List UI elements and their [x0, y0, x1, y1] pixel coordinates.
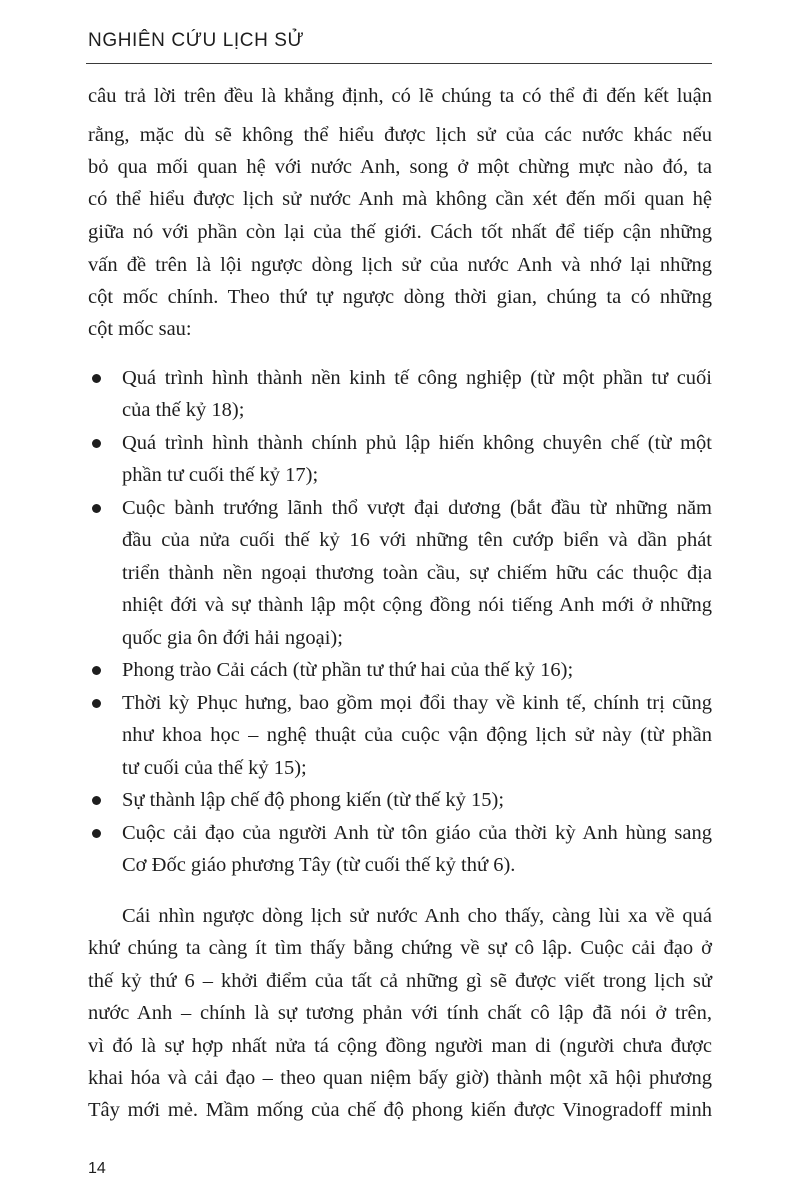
- bullet-dot: [92, 666, 101, 675]
- text-line: triển thành nền ngoại thương toàn cầu, sự chiếm hữu các thuộc địa: [122, 562, 712, 584]
- text-line: thế kỷ thứ 6 – khởi điểm của tất cả những gì sẽ được viết trong lịch sử: [88, 970, 712, 992]
- bullet-dot: [92, 796, 101, 805]
- text-line: phần tư cuối thế kỷ 17);: [122, 464, 319, 486]
- page-number: 14: [88, 1160, 106, 1177]
- text-line: như khoa học – nghệ thuật của cuộc vận động lịch sử này (từ phần: [122, 724, 712, 746]
- text-line: cột mốc chính. Theo thứ tự ngược dòng thời gian, chúng ta có những: [88, 286, 712, 308]
- text-line: Thời kỳ Phục hưng, bao gồm mọi đổi thay về kinh tế, chính trị cũng: [122, 692, 712, 714]
- text-line: Tây mới mẻ. Mầm mống của chế độ phong kiến được Vinogradoff minh: [88, 1099, 712, 1121]
- text-line: Sự thành lập chế độ phong kiến (từ thế kỷ 15);: [122, 789, 505, 811]
- text-line: Phong trào Cải cách (từ phần tư thứ hai của thế kỷ 16);: [122, 659, 574, 681]
- text-line: rằng, mặc dù sẽ không thể hiểu được lịch sử của các nước khác nếu: [88, 124, 712, 146]
- text-line: bỏ qua mối quan hệ với nước Anh, song ở một chừng mực nào đó, ta: [88, 156, 712, 178]
- text-line: khai hóa và cải đạo – theo quan niệm bấy giờ) thành một xã hội phương: [88, 1067, 712, 1089]
- text-line: Quá trình hình thành nền kinh tế công nghiệp (từ một phần tư cuối: [122, 367, 712, 389]
- bullet-dot: [92, 374, 101, 383]
- text-line: vấn đề trên là lội ngược dòng lịch sử của nước Anh và nhớ lại những: [88, 254, 712, 276]
- text-line: cột mốc sau:: [88, 318, 192, 340]
- text-line: Cơ Đốc giáo phương Tây (từ cuối thế kỷ thứ 6).: [122, 854, 516, 876]
- text-line: khứ chúng ta càng ít tìm thấy bằng chứng về sự cô lập. Cuộc cải đạo ở: [88, 937, 712, 959]
- text-line: có thể hiểu được lịch sử nước Anh mà không cần xét đến mối quan hệ: [88, 188, 712, 210]
- text-line: tư cuối của thế kỷ 15);: [122, 757, 307, 779]
- running-header: NGHIÊN CỨU LỊCH SỬ: [88, 30, 305, 51]
- text-line: Cái nhìn ngược dòng lịch sử nước Anh cho thấy, càng lùi xa về quá: [122, 905, 712, 927]
- text-line: nhiệt đới và sự thành lập một cộng đồng nói tiếng Anh mới ở những: [122, 594, 712, 616]
- text-line: nước Anh – chính là sự tương phản với tính chất cô lập đã nói ở trên,: [88, 1002, 712, 1024]
- text-line: đầu của nửa cuối thế kỷ 16 với những tên cướp biển và dần phát: [122, 529, 712, 551]
- text-line: Cuộc bành trướng lãnh thổ vượt đại dương (bắt đầu từ những năm: [122, 497, 712, 519]
- text-line: giữa nó với phần còn lại của thế giới. Cách tốt nhất để tiếp cận những: [88, 221, 712, 243]
- text-line: Cuộc cải đạo của người Anh từ tôn giáo của thời kỳ Anh hùng sang: [122, 822, 712, 844]
- text-line: quốc gia ôn đới hải ngoại);: [122, 627, 343, 649]
- bullet-dot: [92, 829, 101, 838]
- header-rule: [86, 63, 712, 64]
- bullet-dot: [92, 439, 101, 448]
- bullet-dot: [92, 699, 101, 708]
- text-line: Quá trình hình thành chính phủ lập hiến không chuyên chế (từ một: [122, 432, 712, 454]
- text-line: câu trả lời trên đều là khẳng định, có lẽ chúng ta có thể đi đến kết luận: [88, 85, 712, 107]
- bullet-dot: [92, 504, 101, 513]
- text-line: vì đó là sự hợp nhất nửa tá cộng đồng người man di (người chưa được: [88, 1035, 712, 1057]
- text-line: của thế kỷ 18);: [122, 399, 245, 421]
